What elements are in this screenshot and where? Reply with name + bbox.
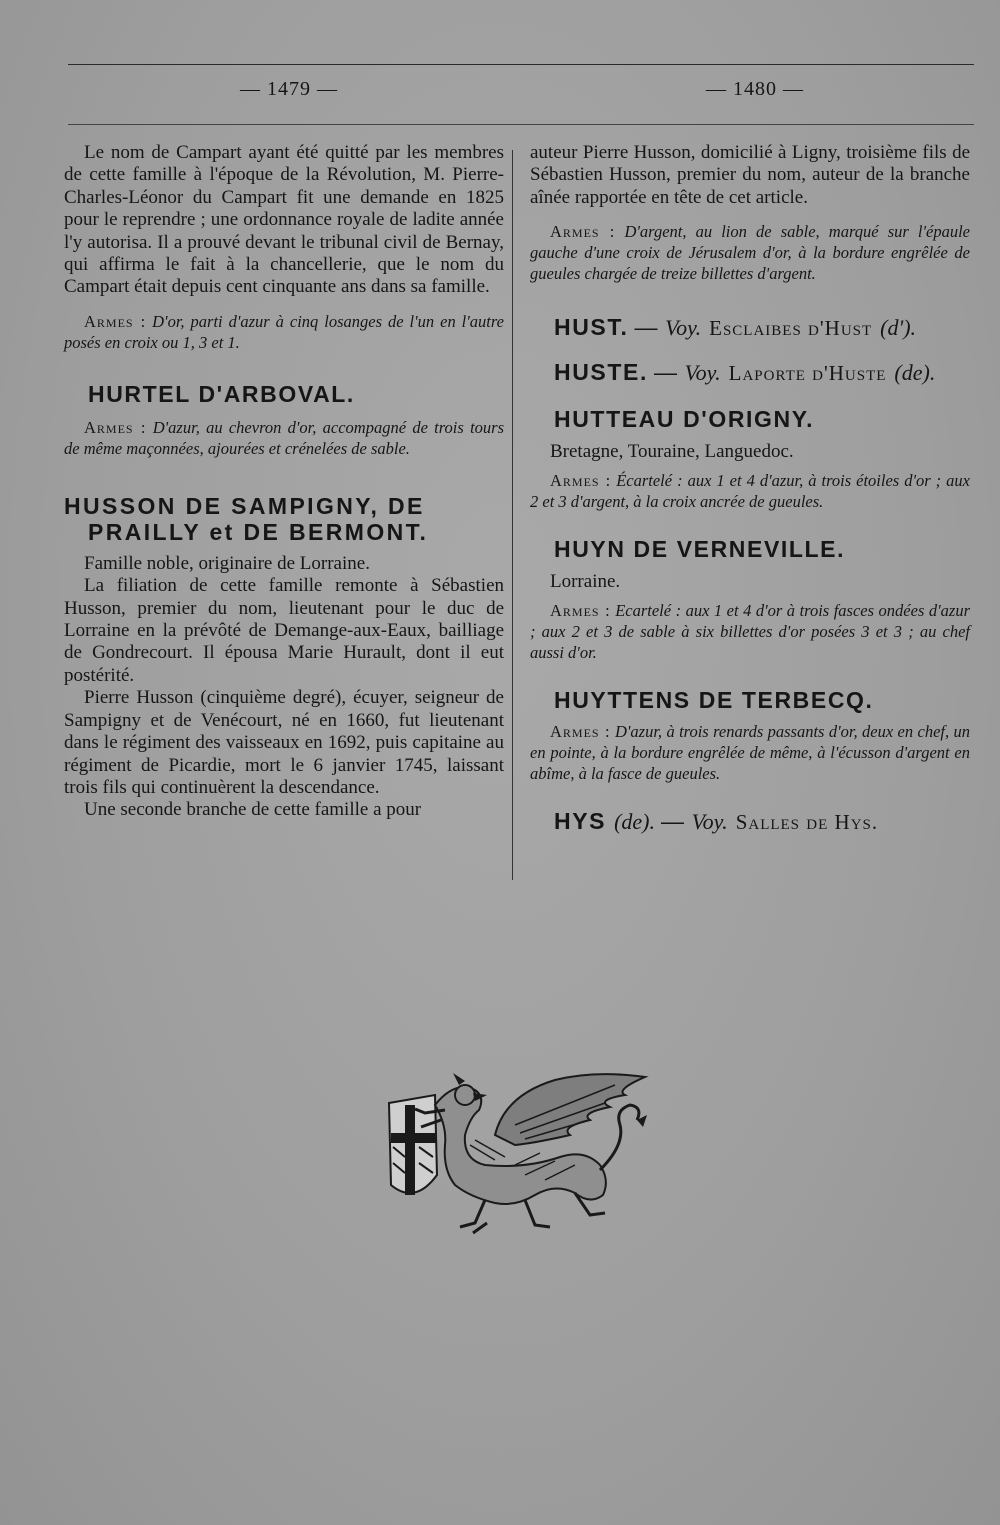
paragraph: Une seconde branche de cette famille a pour xyxy=(84,799,422,821)
entry-heading: HUYTTENS DE TERBECQ. xyxy=(554,687,874,714)
particle: (de). xyxy=(614,809,656,835)
paragraph: Pierre Husson (cinquième degré), écuyer, seigneur de Sampigny et de Venécourt, né en 1660, fut lieutenant dans le régiment des vaisseaux en 1692, puis capitaine au régiment de Picardie, mort le 6 janvier 1745, laissant trois fils qui continuèrent la descendance. xyxy=(64,687,504,798)
arms-text: D'azur, au chevron d'or, accompagné de trois tours de même maçonnées, ajourées et crénelées de sable. xyxy=(64,417,504,458)
entry-name: HYS xyxy=(554,808,607,835)
header-rule xyxy=(68,124,974,125)
arms-text: D'argent, au lion de sable, marqué sur l'épaule gauche d'une croix de Jérusalem d'or, à la bordure engrêlée de gueules chargée de treize billettes d'argent. xyxy=(530,222,971,284)
arms-text: D'or, parti d'azur à cinq losanges de l'un en l'autre posés en croix ou 1, 3 et 1. xyxy=(64,311,505,352)
entry-heading: HUTTEAU D'ORIGNY. xyxy=(554,406,815,433)
arms-text: Écartelé : aux 1 et 4 d'azur, à trois étoiles d'or ; aux 2 et 3 d'argent, à la croix ancrée de gueules. xyxy=(530,471,970,512)
arms-entry xyxy=(530,470,970,512)
page-number-left: — 1479 — xyxy=(240,78,338,100)
entry-heading: HUSSON DE SAMPIGNY, DE PRAILLY et DE BERMONT. xyxy=(64,492,429,545)
region-text: Bretagne, Touraine, Languedoc. xyxy=(550,441,794,463)
particle: (d'). xyxy=(880,315,917,341)
particle: (de). xyxy=(894,360,936,386)
reference-link[interactable]: Salles de Hys. xyxy=(735,810,879,835)
cross-reference-huste: HUSTE. — Voy. Laporte d'Huste (de). xyxy=(554,359,936,386)
entry-heading: HURTEL D'ARBOVAL. xyxy=(88,380,355,407)
reference-link[interactable]: Laporte d'Huste xyxy=(728,361,887,386)
reference-link[interactable]: Esclaibes d'Hust xyxy=(709,316,873,341)
paragraph: auteur Pierre Husson, domicilié à Ligny, troisième fils de Sébastien Husson, premier du nom, auteur de la branche aînée rapportée en tête de cet article. xyxy=(530,142,970,208)
arms-entry xyxy=(530,600,970,663)
paragraph: Le nom de Campart ayant été quitté par les membres de cette famille à l'époque de la Révolution, M. Pierre-Charles-Léonor du Campart fit une demande en 1825 pour le reprendre ; une ordonnance royale de ladite année l'y autorisa. Il a prouvé devant le tribunal civil de Bernay, qui affirma le fait à la chancellerie, que le nom du Campart était depuis cent cinquante ans dans sa famille. xyxy=(64,142,504,298)
arms-entry xyxy=(530,721,970,784)
paragraph: La filiation de cette famille remonte à Sébastien Husson, premier du nom, lieutenant pour le duc de Lorraine en la prévôté de Demange-aux-Eaux, bailliage de Gondrecourt. Il épousa Marie Hurault, dont il eut postérité. xyxy=(64,575,504,686)
arms-label: Armes : xyxy=(550,601,611,621)
cross-reference-hust: HUST. — Voy. Esclaibes d'Hust (d'). xyxy=(554,314,917,341)
entry-heading: HUYN DE VERNEVILLE. xyxy=(554,536,846,563)
right-column xyxy=(530,142,970,835)
region-text: Lorraine. xyxy=(550,571,621,593)
arms-entry xyxy=(530,221,970,284)
arms-text: Ecartelé : aux 1 et 4 d'or à trois fasces ondées d'azur ; aux 2 et 3 de sable à six billettes d'or posées 3 et 3 ; au chef aussi d'or. xyxy=(530,601,970,663)
arms-entry xyxy=(64,417,504,459)
cross-reference-hys: HYS (de). — Voy. Salles de Hys. xyxy=(554,808,879,835)
arms-label: Armes : xyxy=(84,311,147,331)
voy-label: Voy. xyxy=(684,360,721,386)
entry-name: HUSTE. xyxy=(554,359,648,386)
left-column xyxy=(64,142,504,822)
column-divider xyxy=(512,150,513,880)
top-rule xyxy=(68,64,974,65)
voy-label: Voy. xyxy=(665,315,702,341)
arms-label: Armes : xyxy=(84,417,147,437)
voy-label: Voy. xyxy=(691,809,728,835)
paragraph: Famille noble, originaire de Lorraine. xyxy=(84,552,370,574)
arms-label: Armes : xyxy=(550,222,616,242)
arms-label: Armes : xyxy=(550,722,611,742)
page-number-right: — 1480 — xyxy=(706,78,804,100)
arms-label: Armes : xyxy=(550,471,612,491)
arms-text: D'azur, à trois renards passants d'or, deux en chef, un en pointe, à la bordure engrêlée de même, à l'écusson d'argent en abîme, à la fasce de gueules. xyxy=(530,722,970,784)
arms-entry xyxy=(64,311,504,353)
entry-name: HUST. xyxy=(554,314,629,341)
griffin-with-shield-icon xyxy=(375,1065,665,1245)
